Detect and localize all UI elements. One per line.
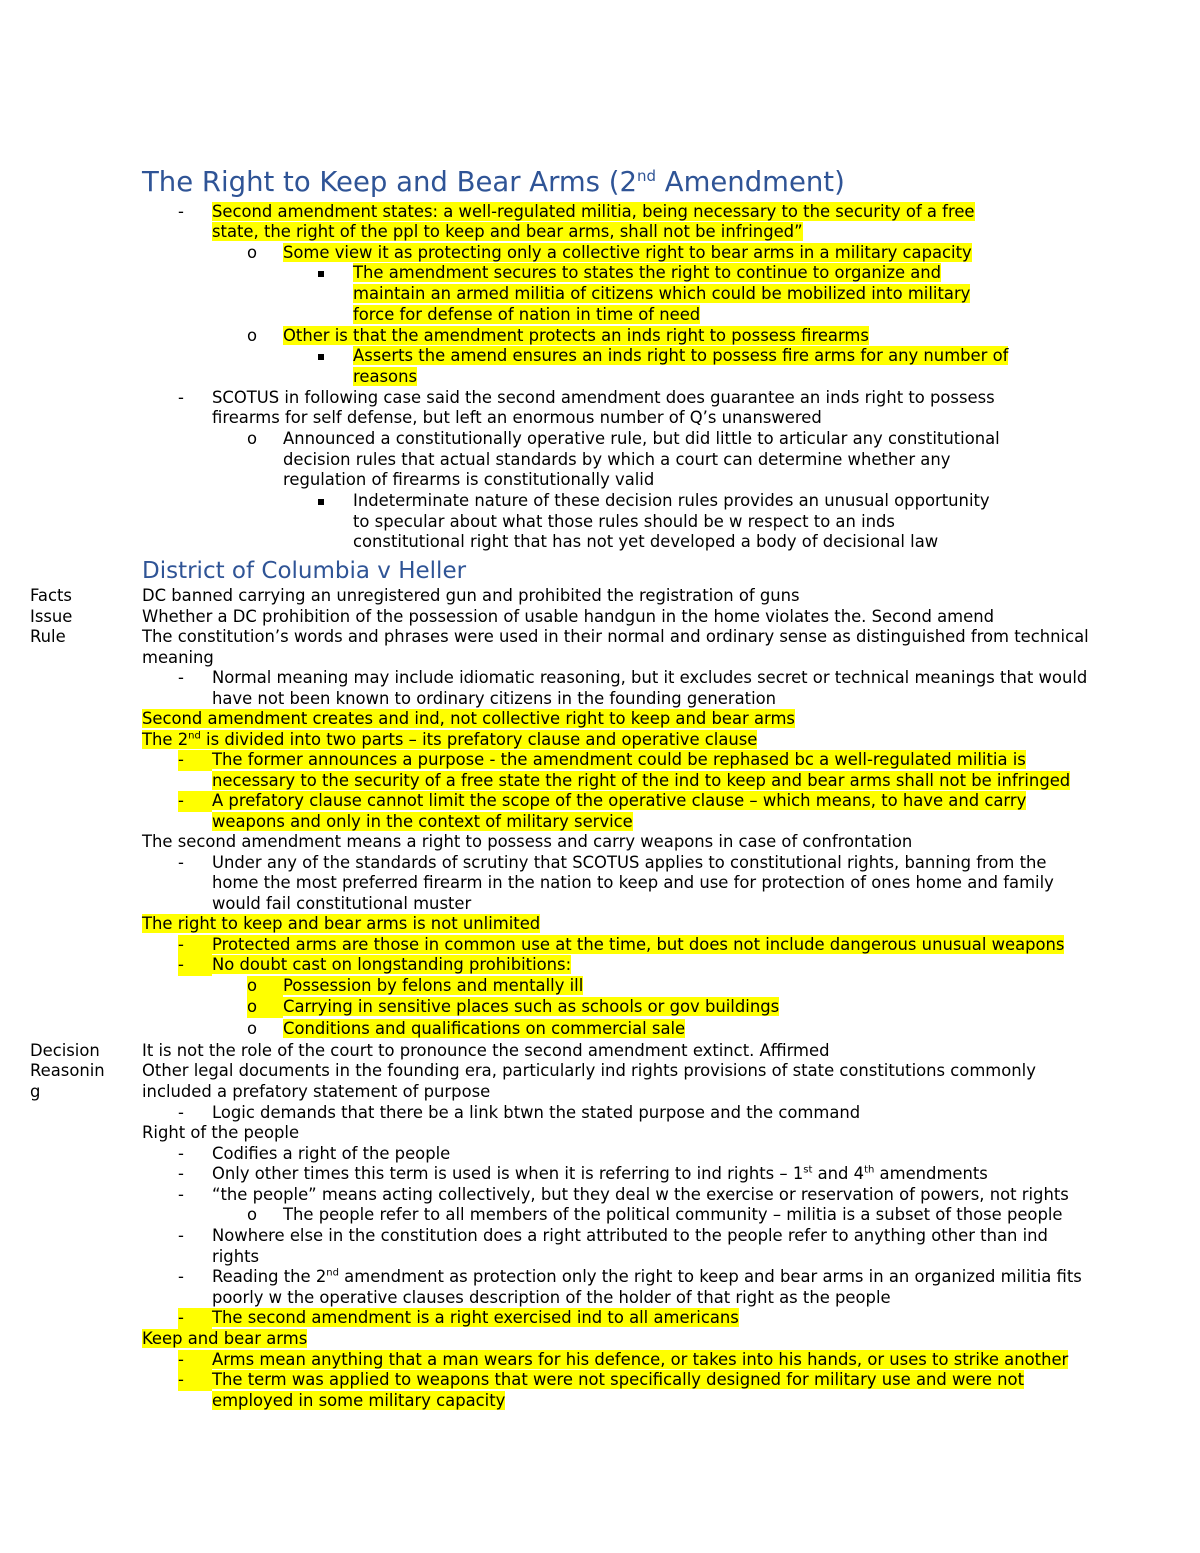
text-line: reasons: [353, 367, 418, 386]
dash-marker: -: [178, 1350, 212, 1371]
text-line: Possession by felons and mentally ill: [283, 976, 584, 995]
text-line: The former announces a purpose - the amendment could be rephased bc a well-regulated militia is: [212, 750, 1026, 769]
title-text: The Right to Keep and Bear Arms (2: [142, 166, 637, 198]
text-line: A prefatory clause cannot limit the scope of the operative clause – which means, to have and carry: [212, 791, 1027, 810]
dash-marker: -: [178, 202, 184, 221]
label-rule: Rule: [30, 627, 66, 646]
text-line: Asserts the amend ensures an inds right to possess fire arms for any number of: [353, 346, 1009, 365]
dash-marker: -: [178, 1226, 184, 1245]
dash-marker: -: [178, 388, 184, 407]
dash-marker: -: [178, 853, 184, 872]
text-line: Only other times this term is used is when it is referring to ind rights – 1st and 4th amendments: [212, 1164, 988, 1183]
text-line: No doubt cast on longstanding prohibitions:: [212, 955, 572, 974]
issue-text: Whether a DC prohibition of the possession of usable handgun in the home violates the. Second amend: [142, 607, 995, 626]
case-heading: District of Columbia v Heller: [142, 558, 467, 584]
facts-text: DC banned carrying an unregistered gun and prohibited the registration of guns: [142, 586, 800, 605]
square-bullet-icon: [318, 346, 324, 367]
text-line: have not been known to ordinary citizens in the founding generation: [212, 689, 777, 708]
text-line: home the most preferred firearm in the nation to keep and use for protection of ones home and family: [212, 873, 1054, 892]
text-line: Announced a constitutionally operative rule, but did little to articular any constitutional: [283, 429, 1000, 448]
dash-marker: -: [178, 750, 212, 771]
text-line: Logic demands that there be a link btwn the stated purpose and the command: [212, 1103, 861, 1122]
text-line: The 2nd is divided into two parts – its prefatory clause and operative clause: [142, 730, 758, 749]
text-line: Codifies a right of the people: [212, 1144, 451, 1163]
text-line: would fail constitutional muster: [212, 894, 472, 913]
text-line: weapons and only in the context of military service: [212, 812, 633, 831]
reasoning-text: Other legal documents in the founding era, particularly ind rights provisions of state constitutions commonly: [142, 1061, 1036, 1080]
circle-marker: o: [247, 997, 283, 1018]
text-line: Conditions and qualifications on commercial sale: [283, 1019, 686, 1038]
label-issue: Issue: [30, 607, 73, 626]
circle-marker: o: [247, 429, 258, 448]
text-line: state, the right of the ppl to keep and bear arms, shall not be infringed”: [212, 222, 803, 241]
dash-marker: -: [178, 791, 212, 812]
dash-marker: -: [178, 1185, 184, 1204]
label-reasoning: Reasonin: [30, 1061, 105, 1080]
text-line: The amendment secures to states the right to continue to organize and: [353, 263, 942, 282]
circle-marker: o: [247, 1205, 258, 1224]
text-line: The term was applied to weapons that were not specifically designed for military use and were not: [212, 1370, 1025, 1389]
circle-marker: o: [247, 1019, 258, 1038]
text-line: The right to keep and bear arms is not unlimited: [142, 914, 541, 933]
text-line: Reading the 2nd amendment as protection only the right to keep and bear arms in an organized militia fits: [212, 1267, 1082, 1286]
text-line: Some view it as protecting only a collective right to bear arms in a military capacity: [283, 243, 972, 262]
text-line: The second amendment means a right to possess and carry weapons in case of confrontation: [142, 832, 913, 851]
title-text-end: Amendment): [656, 166, 845, 198]
text-line: SCOTUS in following case said the second amendment does guarantee an inds right to possess: [212, 388, 995, 407]
text-line: necessary to the security of a free state the right of the ind to keep and bear arms shall not be infringed: [212, 771, 1071, 790]
text-line: firearms for self defense, but left an enormous number of Q’s unanswered: [212, 408, 822, 427]
circle-marker: o: [247, 326, 258, 345]
text-line: The second amendment is a right exercised ind to all americans: [212, 1308, 739, 1327]
dash-marker: -: [178, 668, 184, 687]
rule-text: The constitution’s words and phrases were used in their normal and ordinary sense as distinguished from technical: [142, 627, 1089, 646]
text-line: Second amendment states: a well-regulated militia, being necessary to the security of a free: [212, 202, 975, 221]
dash-marker: -: [178, 1144, 184, 1163]
dash-marker: -: [178, 1103, 184, 1122]
circle-marker: o: [247, 243, 258, 262]
page-title: [142, 164, 845, 200]
label-reasoning-cont: g: [30, 1082, 41, 1101]
reasoning-text: included a prefatory statement of purpose: [142, 1082, 491, 1101]
decision-text: It is not the role of the court to pronounce the second amendment extinct. Affirmed: [142, 1041, 830, 1060]
text-line: Normal meaning may include idiomatic reasoning, but it excludes secret or technical meanings that would: [212, 668, 1088, 687]
circle-marker: o: [247, 976, 283, 997]
text-line: Under any of the standards of scrutiny that SCOTUS applies to constitutional rights, banning from the: [212, 853, 1047, 872]
text-line: employed in some military capacity: [212, 1391, 506, 1410]
title-superscript: nd: [636, 166, 657, 185]
square-bullet-icon: [318, 263, 324, 284]
text-line: force for defense of nation in time of need: [353, 305, 701, 324]
text-line: Nowhere else in the constitution does a right attributed to the people refer to anything other than ind: [212, 1226, 1048, 1245]
text-line: Protected arms are those in common use at the time, but does not include dangerous unusual weapons: [212, 935, 1065, 954]
text-line: Arms mean anything that a man wears for his defence, or takes into his hands, or uses to strike another: [212, 1350, 1069, 1369]
label-facts: Facts: [30, 586, 72, 605]
text-line: Right of the people: [142, 1123, 300, 1142]
label-decision: Decision: [30, 1041, 100, 1060]
text-line: poorly w the operative clauses description of the holder of that right as the people: [212, 1288, 891, 1307]
dash-marker: -: [178, 935, 212, 956]
dash-marker: -: [178, 1267, 184, 1286]
dash-marker: -: [178, 955, 212, 976]
text-line: decision rules that actual standards by which a court can determine whether any: [283, 450, 951, 469]
text-line: Indeterminate nature of these decision rules provides an unusual opportunity: [353, 491, 990, 510]
text-line: to specular about what those rules should be w respect to an inds: [353, 512, 895, 531]
text-line: constitutional right that has not yet developed a body of decisional law: [353, 532, 939, 551]
dash-marker: -: [178, 1308, 212, 1329]
text-line: The people refer to all members of the political community – militia is a subset of those people: [283, 1205, 1063, 1224]
text-line: Second amendment creates and ind, not collective right to keep and bear arms: [142, 709, 795, 728]
text-line: Keep and bear arms: [142, 1329, 308, 1348]
text-line: rights: [212, 1247, 260, 1266]
text-line: “the people” means acting collectively, but they deal w the exercise or reservation of powers, not rights: [212, 1185, 1069, 1204]
text-line: maintain an armed militia of citizens which could be mobilized into military: [353, 284, 971, 303]
square-bullet-icon: [318, 491, 324, 512]
rule-text: meaning: [142, 648, 214, 667]
dash-marker: -: [178, 1164, 184, 1183]
text-line: Other is that the amendment protects an inds right to possess firearms: [283, 326, 869, 345]
text-line: regulation of firearms is constitutionally valid: [283, 470, 655, 489]
text-line: Carrying in sensitive places such as schools or gov buildings: [283, 997, 780, 1016]
dash-marker: -: [178, 1370, 212, 1391]
